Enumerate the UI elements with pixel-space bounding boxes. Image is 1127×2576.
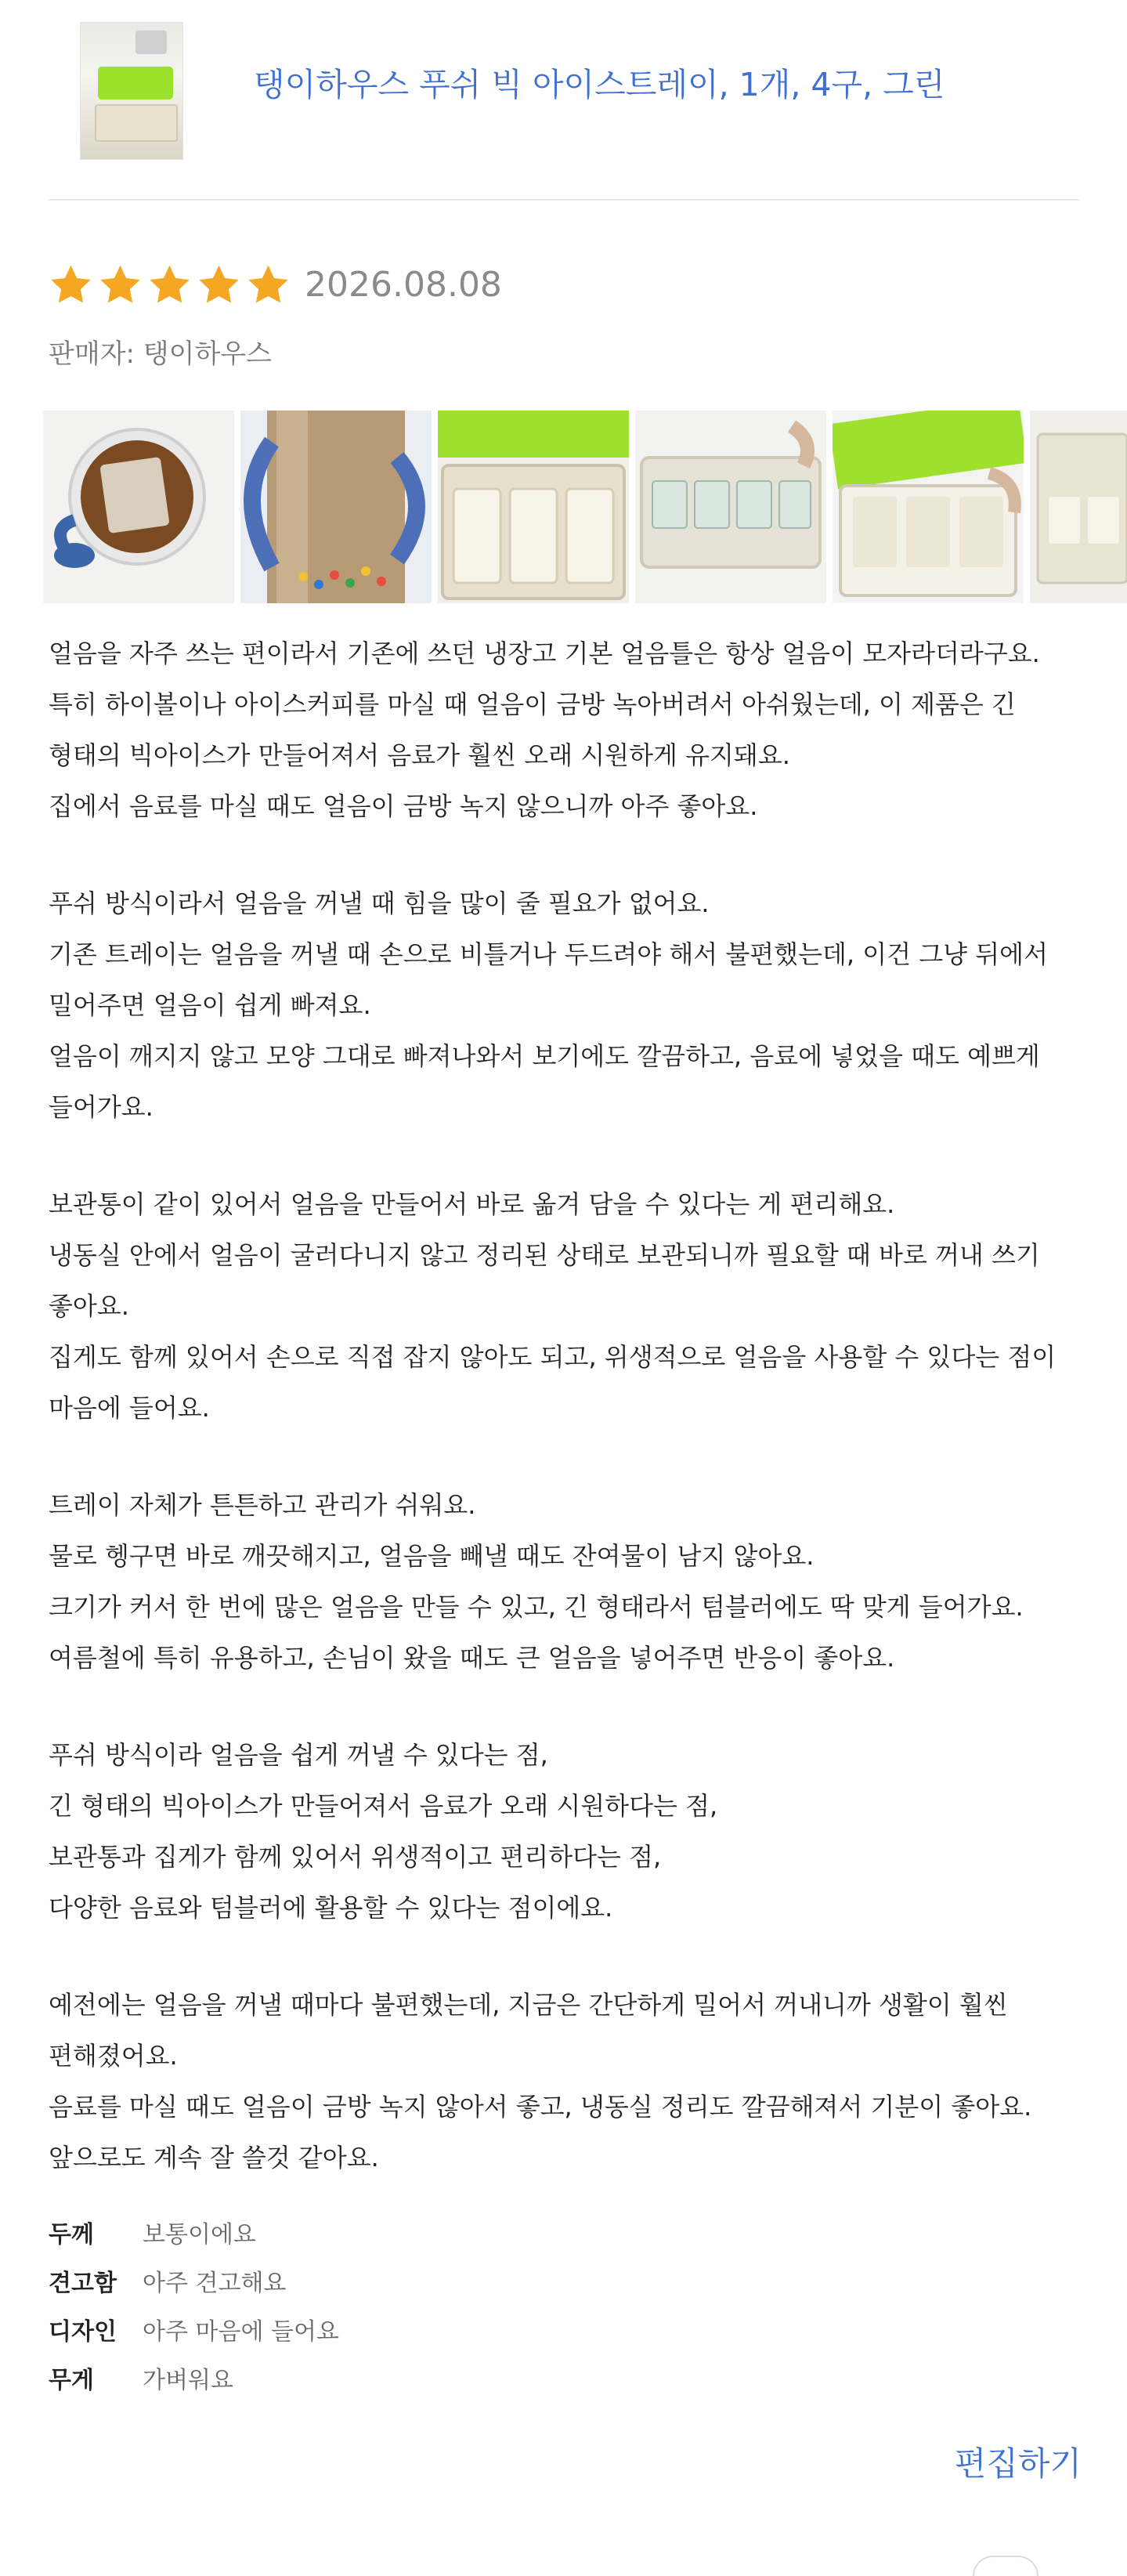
review-paragraph bbox=[49, 1980, 1082, 2183]
seller-label: 판매자: 탱이하우스 bbox=[49, 338, 273, 370]
scroll-top-button[interactable] bbox=[973, 2556, 1039, 2576]
review-paragraph bbox=[49, 1480, 1082, 1684]
rating-row bbox=[49, 257, 502, 312]
photo-tray-pushing[interactable] bbox=[635, 411, 826, 603]
review-line: 푸쉬 방식이라서 얼음을 꺼낼 때 힘을 많이 줄 필요가 없어요. bbox=[49, 888, 710, 918]
attribute-key: 두께 bbox=[49, 2221, 94, 2249]
ice-tray-lid-icon bbox=[833, 411, 1024, 603]
review-line: 트레이 자체가 튼튼하고 관리가 쉬워요. bbox=[49, 1490, 476, 1520]
photo-tray-top[interactable] bbox=[438, 411, 629, 603]
star-icon bbox=[98, 262, 143, 307]
thumbnail-tray bbox=[95, 104, 178, 142]
review-line: 여름철에 특히 유용하고, 손님이 왔을 때도 큰 얼음을 넣어주면 반응이 좋아요. bbox=[49, 1643, 895, 1673]
edit-button[interactable]: 편집하기 bbox=[954, 2444, 1082, 2483]
review-line: 물로 헹구면 바로 깨끗해지고, 얼음을 빼낼 때도 잔여물이 남지 않아요. bbox=[49, 1541, 815, 1571]
review-line: 크기가 커서 한 번에 많은 얼음을 만들 수 있고, 긴 형태라서 텀블러에도 딱 맞게 들어가요. bbox=[49, 1592, 1024, 1622]
attribute-value: 아주 마음에 들어요 bbox=[143, 2318, 339, 2346]
photo-tray-lid[interactable] bbox=[833, 411, 1024, 603]
attribute-value: 보통이에요 bbox=[143, 2221, 256, 2249]
review-line: 예전에는 얼음을 꺼낼 때마다 불편했는데, 지금은 간단하게 밀어서 꺼내니까 생활이 훨씬 bbox=[49, 1990, 1008, 2020]
review-paragraph bbox=[49, 628, 1082, 832]
attribute-row bbox=[49, 2305, 339, 2353]
review-line: 긴 형태의 빅아이스가 만들어져서 음료가 오래 시원하다는 점, bbox=[49, 1791, 718, 1821]
tea-mug-icon bbox=[43, 411, 234, 603]
review-line: 집에서 음료를 마실 때도 얼음이 금방 녹지 않으니까 아주 좋아요. bbox=[49, 791, 758, 821]
attribute-row bbox=[49, 2353, 339, 2402]
attribute-row bbox=[49, 2256, 339, 2305]
review-attributes bbox=[49, 2208, 339, 2402]
review-line: 형태의 빅아이스가 만들어져서 음료가 훨씬 오래 시원하게 유지돼요. bbox=[49, 740, 790, 770]
product-thumbnail[interactable] bbox=[80, 22, 183, 160]
attribute-key: 디자인 bbox=[49, 2318, 117, 2346]
star-rating bbox=[49, 262, 291, 307]
thumbnail-grip bbox=[135, 31, 167, 54]
photo-tumbler[interactable] bbox=[240, 411, 432, 603]
product-header bbox=[49, 19, 1079, 201]
review-line: 앞으로도 계속 잘 쓸것 같아요. bbox=[49, 2143, 379, 2173]
attribute-row bbox=[49, 2208, 339, 2256]
product-title-link[interactable]: 탱이하우스 푸쉬 빅 아이스트레이, 1개, 4구, 그린 bbox=[254, 66, 945, 103]
star-icon bbox=[147, 262, 192, 307]
review-line: 보관통이 같이 있어서 얼음을 만들어서 바로 옮겨 담을 수 있다는 게 편리해요. bbox=[49, 1189, 895, 1219]
review-line: 푸쉬 방식이라 얼음을 쉽게 꺼낼 수 있다는 점, bbox=[49, 1740, 548, 1770]
review-photo-strip[interactable] bbox=[43, 411, 1127, 603]
star-icon bbox=[197, 262, 241, 307]
review-line: 얼음이 깨지지 않고 모양 그대로 빠져나와서 보기에도 깔끔하고, 음료에 넣었을 때도 예쁘게 bbox=[49, 1041, 1040, 1071]
review-line: 편해졌어요. bbox=[49, 2041, 178, 2071]
review-line: 보관통과 집게가 함께 있어서 위생적이고 편리하다는 점, bbox=[49, 1842, 662, 1872]
ice-tray-push-icon bbox=[635, 411, 826, 603]
review-line: 집게도 함께 있어서 손으로 직접 잡지 않아도 되고, 위생적으로 얼음을 사용할 수 있다는 점이 bbox=[49, 1342, 1057, 1372]
attribute-key: 견고함 bbox=[49, 2270, 117, 2297]
review-line: 특히 하이볼이나 아이스커피를 마실 때 얼음이 금방 녹아버려서 아쉬웠는데, 이 제품은 긴 bbox=[49, 689, 1016, 719]
review-line: 음료를 마실 때도 얼음이 금방 녹지 않아서 좋고, 냉동실 정리도 깔끔해져서 기분이 좋아요. bbox=[49, 2092, 1032, 2122]
review-line: 냉동실 안에서 얼음이 굴러다니지 않고 정리된 상태로 보관되니까 필요할 때 바로 꺼내 쓰기 bbox=[49, 1240, 1040, 1270]
review-line: 밀어주면 얼음이 쉽게 빠져요. bbox=[49, 990, 371, 1020]
review-line: 들어가요. bbox=[49, 1092, 154, 1122]
ice-tray-top-icon bbox=[438, 411, 629, 603]
attribute-key: 무게 bbox=[49, 2367, 94, 2394]
photo-tea-mug[interactable] bbox=[43, 411, 234, 603]
ice-tray-partial-icon bbox=[1030, 411, 1127, 603]
attribute-value: 아주 견고해요 bbox=[143, 2270, 287, 2297]
review-paragraph bbox=[49, 878, 1082, 1133]
review-line: 마음에 들어요. bbox=[49, 1393, 210, 1423]
star-icon bbox=[246, 262, 291, 307]
review-paragraph bbox=[49, 1730, 1082, 1934]
photo-tray-partial[interactable] bbox=[1030, 411, 1127, 603]
review-body bbox=[49, 628, 1082, 2230]
review-paragraph bbox=[49, 1179, 1082, 1434]
review-line: 좋아요. bbox=[49, 1291, 129, 1321]
tumbler-icon bbox=[240, 411, 432, 603]
star-icon bbox=[49, 262, 93, 307]
review-line: 다양한 음료와 텀블러에 활용할 수 있다는 점이에요. bbox=[49, 1893, 613, 1923]
review-line: 기존 트레이는 얼음을 꺼낼 때 손으로 비틀거나 두드려야 해서 불편했는데, 이건 그냥 뒤에서 bbox=[49, 939, 1048, 969]
review-line: 얼음을 자주 쓰는 편이라서 기존에 쓰던 냉장고 기본 얼음틀은 항상 얼음이 모자라더라구요. bbox=[49, 639, 1040, 668]
thumbnail-green-lid bbox=[98, 67, 173, 99]
review-date: 2026.08.08 bbox=[305, 264, 502, 305]
attribute-value: 가벼워요 bbox=[143, 2367, 233, 2394]
